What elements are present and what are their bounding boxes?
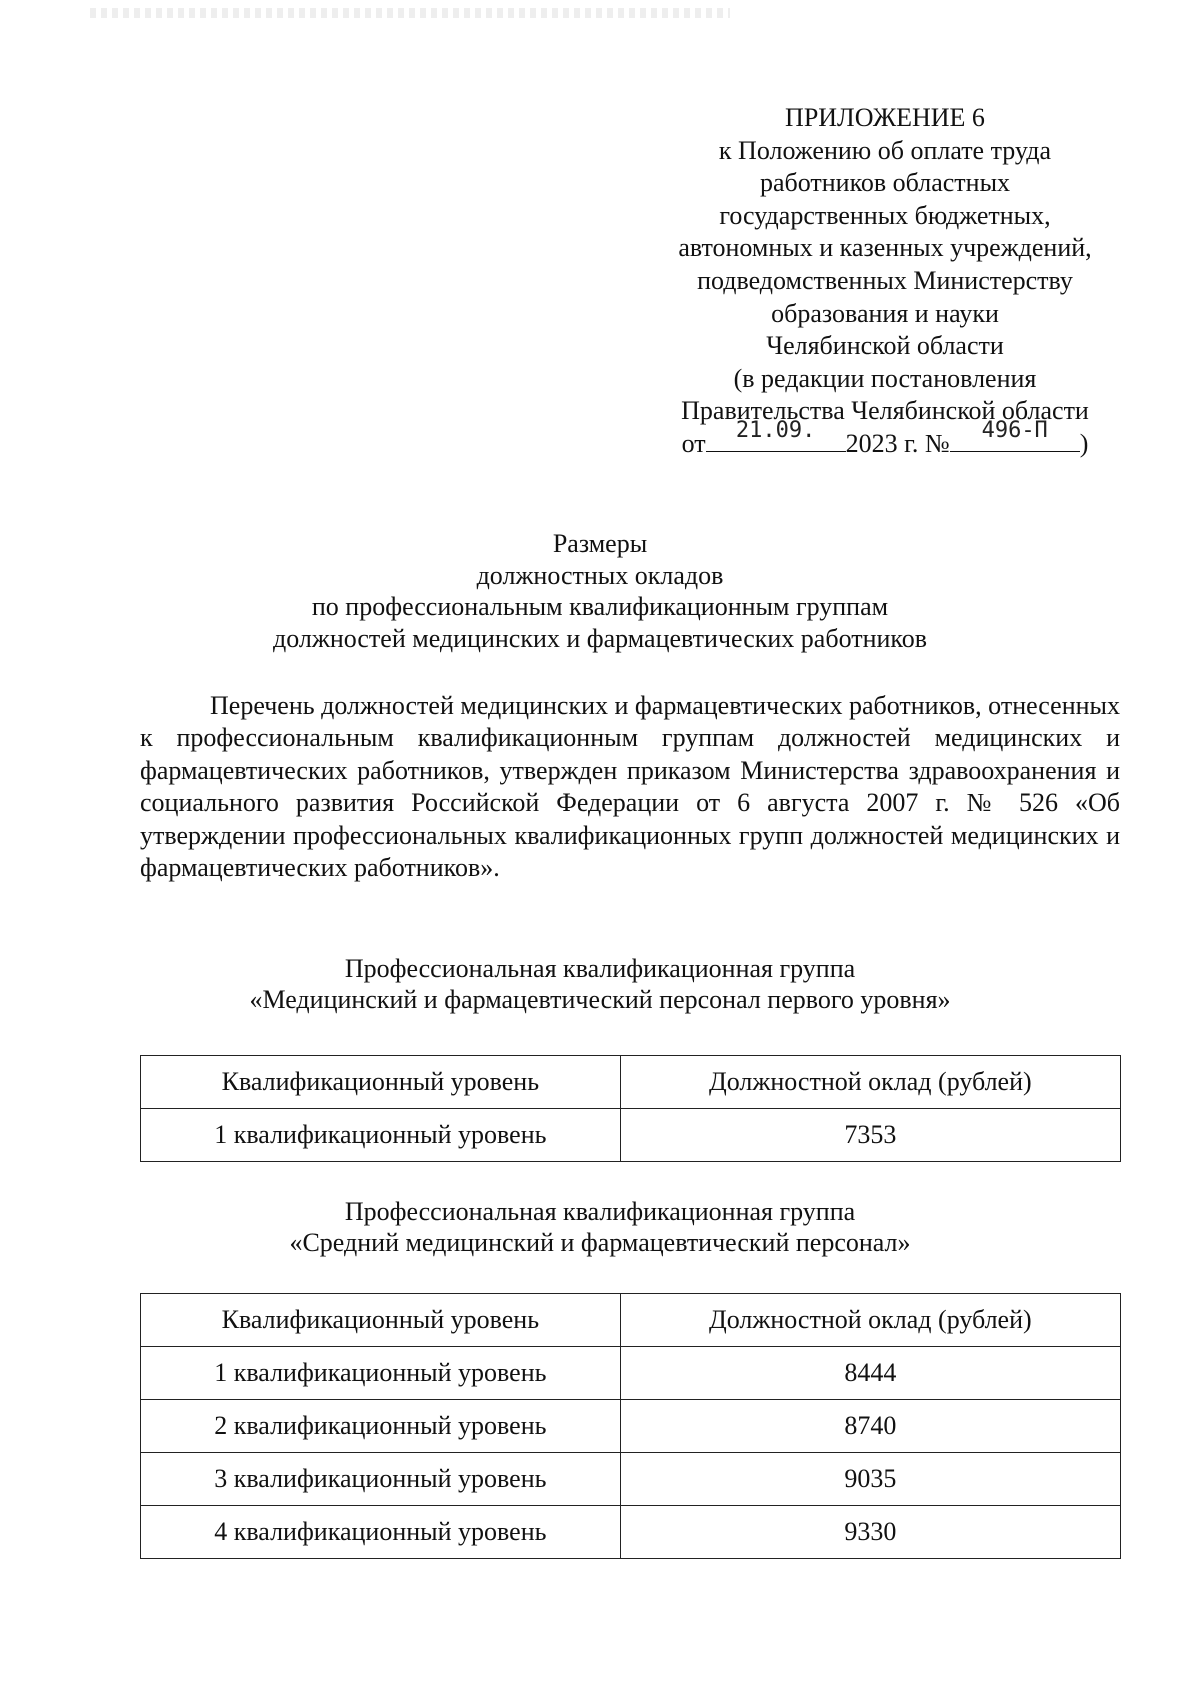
salary-cell: 7353	[620, 1109, 1120, 1162]
salary-cell: 9035	[620, 1453, 1120, 1506]
appendix-line: образования и науки	[771, 298, 999, 328]
salary-cell: 8444	[620, 1347, 1120, 1400]
table-row	[141, 1400, 1121, 1453]
handwritten-date: 21.09.	[735, 417, 816, 443]
date-blank	[706, 417, 846, 452]
column-header-level: Квалификационный уровень	[141, 1056, 621, 1109]
level-cell: 1 квалификационный уровень	[141, 1347, 621, 1400]
group-heading-line: Профессиональная квалификационная группа	[344, 1197, 856, 1226]
table-row	[141, 1347, 1121, 1400]
intro-paragraph: Перечень должностей медицинских и фармацевтических работников, отнесенных к профессиональным квалификационным группам должностей медицинских и фармацевтических работников, утвержден приказом Министерства здравоохранения и социального развития Российской Федерации от 6 августа 2007 г. № 526 «Об утверждении профессиональных квалификационных групп должностей медицинских и фармацевтических работников».	[140, 691, 1120, 883]
title-line: должностных окладов	[476, 560, 724, 590]
group-heading-2	[0, 1196, 1200, 1258]
column-header-level: Квалификационный уровень	[141, 1294, 621, 1347]
salary-table-1	[140, 1055, 1121, 1162]
date-prefix: от	[681, 428, 706, 458]
appendix-line: Челябинской области	[766, 331, 1004, 361]
group-heading-line: «Медицинский и фармацевтический персонал первого уровня»	[249, 985, 951, 1014]
appendix-line: автономных и казенных учреждений,	[678, 233, 1092, 263]
level-cell: 3 квалификационный уровень	[141, 1453, 621, 1506]
salary-cell: 8740	[620, 1400, 1120, 1453]
table-header-row	[141, 1056, 1121, 1109]
handwritten-number: 496-П	[981, 417, 1048, 443]
title-line: Размеры	[552, 529, 648, 558]
appendix-line: государственных бюджетных,	[719, 200, 1051, 230]
group-heading-line: Профессиональная квалификационная группа	[344, 954, 856, 983]
group-heading-line: «Средний медицинский и фармацевтический персонал»	[289, 1228, 911, 1257]
title-line: должностей медицинских и фармацевтических работников	[273, 623, 927, 653]
title-line: по профессиональным квалификационным группам	[311, 592, 889, 621]
level-cell: 2 квалификационный уровень	[141, 1400, 621, 1453]
column-header-salary: Должностной оклад (рублей)	[620, 1294, 1120, 1347]
appendix-line: Правительства Челябинской области	[681, 396, 1089, 426]
appendix-line: (в редакции постановления	[733, 363, 1037, 393]
closing-paren: )	[1079, 428, 1089, 458]
year-text: 2023 г. №	[845, 428, 950, 458]
level-cell: 1 квалификационный уровень	[141, 1109, 621, 1162]
salary-table-2	[140, 1293, 1121, 1559]
table-row	[141, 1453, 1121, 1506]
appendix-header	[610, 102, 1160, 461]
document-title	[0, 528, 1200, 654]
appendix-title: ПРИЛОЖЕНИЕ 6	[785, 103, 985, 132]
table-header-row	[141, 1294, 1121, 1347]
scan-artifact	[90, 8, 730, 18]
appendix-line: подведомственных Министерству	[697, 265, 1073, 295]
appendix-line: к Положению об оплате труда	[718, 135, 1052, 165]
table-row	[141, 1109, 1121, 1162]
table-row	[141, 1506, 1121, 1559]
level-cell: 4 квалификационный уровень	[141, 1506, 621, 1559]
salary-cell: 9330	[620, 1506, 1120, 1559]
column-header-salary: Должностной оклад (рублей)	[620, 1056, 1120, 1109]
appendix-line: работников областных	[759, 168, 1011, 198]
number-blank	[950, 417, 1080, 452]
group-heading-1	[0, 953, 1200, 1015]
resolution-date-line	[610, 417, 1160, 461]
